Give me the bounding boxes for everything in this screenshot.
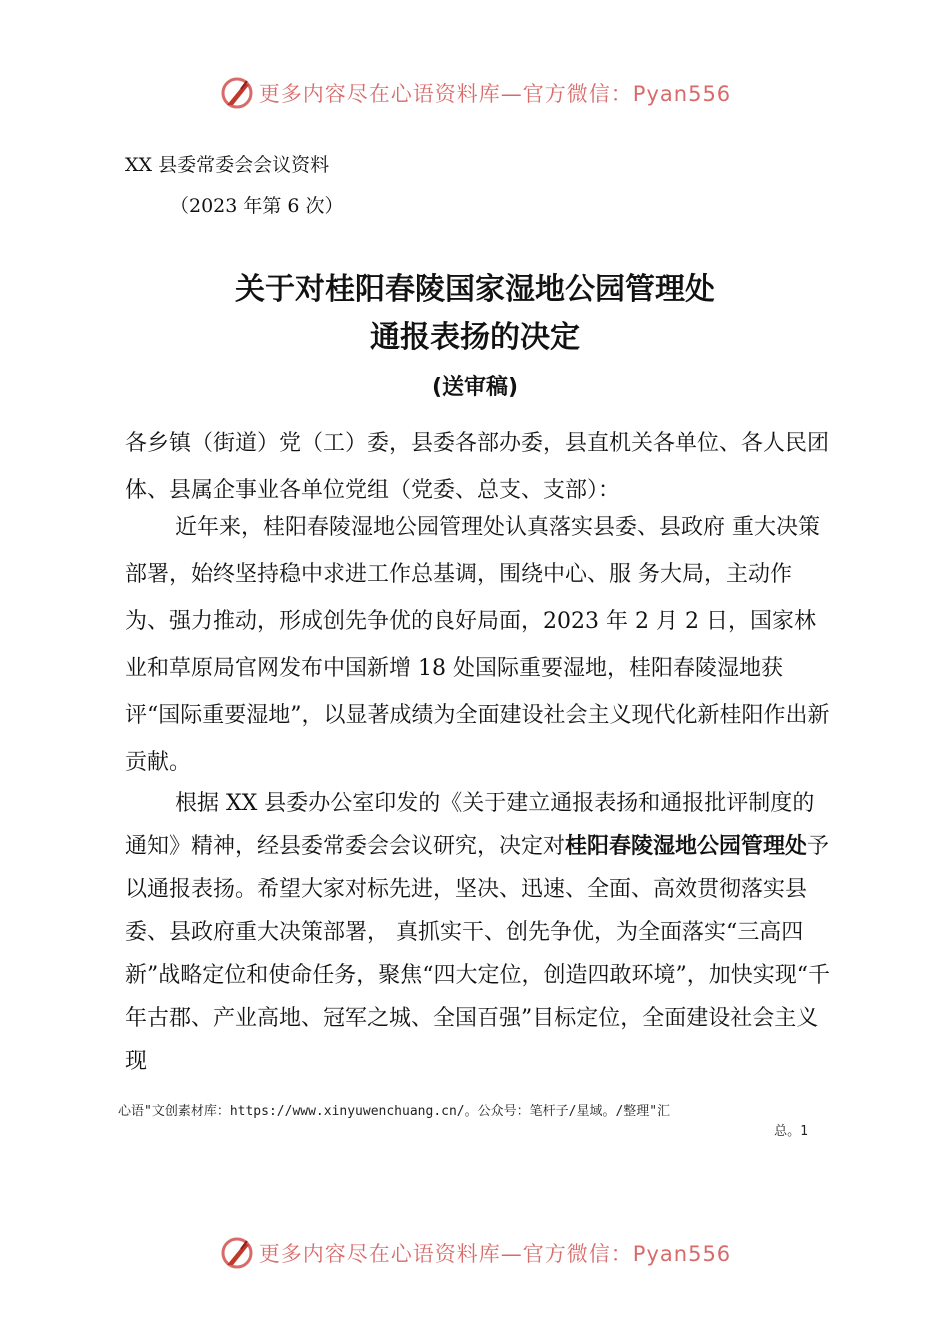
quill-logo-icon [219, 1235, 255, 1271]
document-title-line2: 通报表扬的决定 [370, 320, 580, 355]
watermark-bottom [0, 1228, 950, 1278]
document-title-line1: 关于对桂阳春陵国家湿地公园管理处 [235, 272, 715, 307]
body-paragraph-2 [125, 782, 830, 1083]
paragraph2-text-after: 予以通报表扬。希望大家对标先进，坚决、迅速、全面、高效贯彻落实县委、县政府重大决策部署， 真抓实干、创先争优，为全面落实“三高四新”战略定位和使命任务，聚焦“四大定位，创造四敢环境”，加快实现“千年古郡、产业高地、冠军之城、全国百强”目标定位，全面建设社会主义现 [125, 834, 830, 1074]
document-subtitle: (送审稿) [431, 375, 519, 400]
meeting-session-label: （2023 年第 6 次） [170, 195, 344, 217]
watermark-top [0, 68, 950, 118]
meeting-material-label: XX 县委常委会会议资料 [125, 154, 330, 176]
watermark-text: 更多内容尽在心语资料库—官方微信：Pyan556 [258, 1242, 732, 1266]
paragraph2-text-before: 根据 XX 县委办公室印发的《关于建立通报表扬和通报批评制度的通知》精神，经县委常委会会议研究，决定对 [125, 791, 815, 859]
highlighted-organization: 桂阳春陵湿地公园管理处 [565, 834, 808, 859]
body-paragraph-1: 近年来，桂阳春陵湿地公园管理处认真落实县委、县政府 重大决策部署，始终坚持稳中求进工作总基调，围绕中心、服 务大局，主动作为、强力推动，形成创先争优的良好局面，2023 年 2 月 2 日，国家林业和草原局官网发布中国新增 18 处国际重要湿地，桂阳春陵湿地获评“国际重要湿地”，以显著成绩为全面建设社会主义现代化新桂阳作出新贡献。 [125, 515, 830, 775]
watermark-text: 更多内容尽在心语资料库—官方微信：Pyan556 [258, 82, 732, 106]
footer-page-number: 总。1 [774, 1124, 808, 1139]
footer-source-line: 心语"文创素材库：https://www.xinyuwenchuang.cn/。公众号：笔杆子/星域。/整理"汇 [118, 1104, 671, 1119]
page-footer [118, 1102, 808, 1142]
recipients-paragraph: 各乡镇（街道）党（工）委，县委各部办委，县直机关各单位、各人民团体、县属企事业各单位党组（党委、总支、支部）： [125, 431, 830, 503]
quill-logo-icon [219, 75, 255, 111]
